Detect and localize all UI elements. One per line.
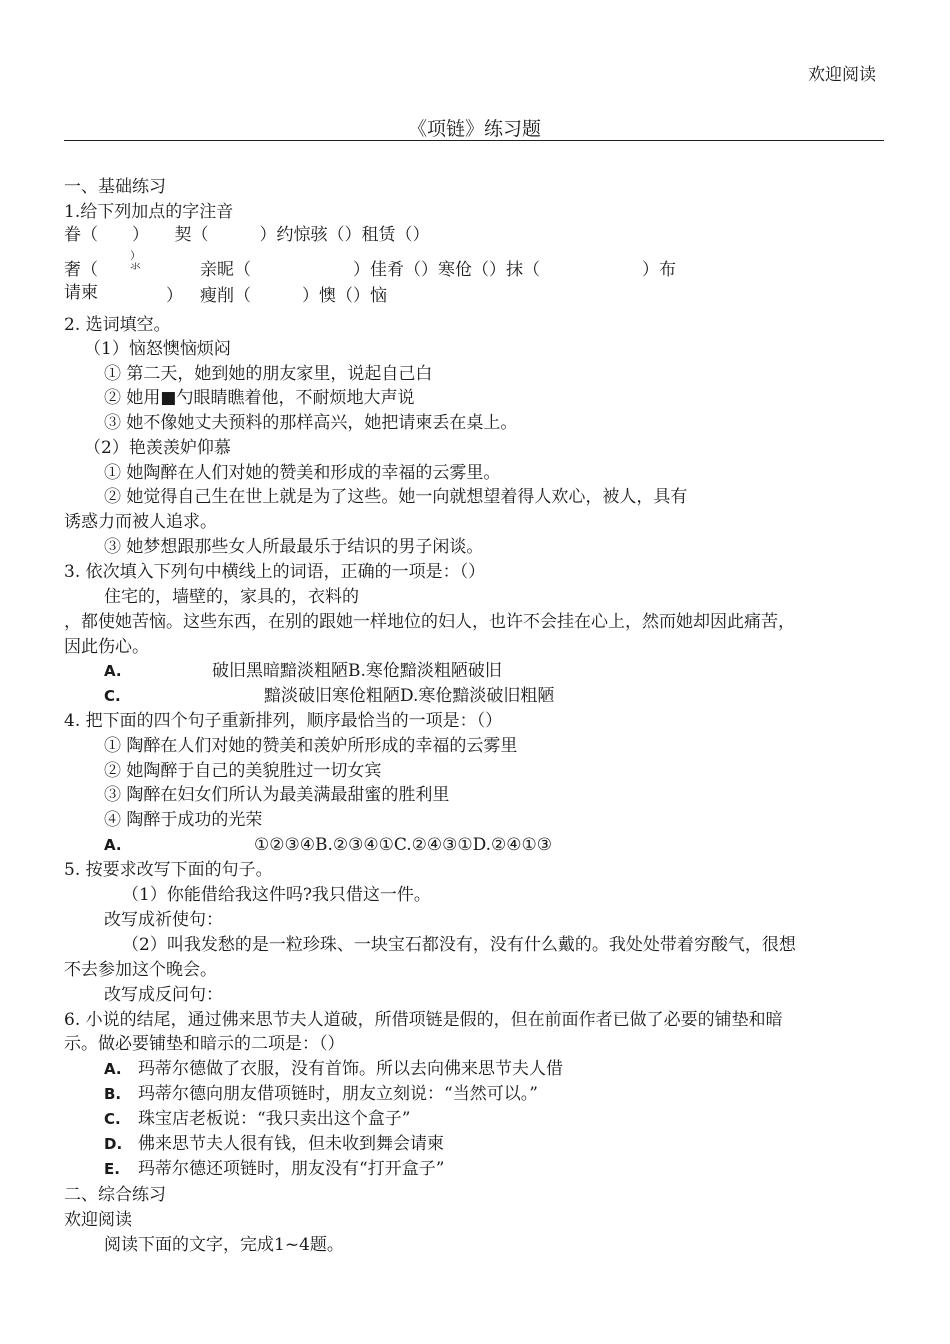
header-corner-text: 欢迎阅读 — [808, 65, 876, 85]
q1-row3-paren: ） — [166, 286, 183, 306]
q3-line: 住宅的，墙壁的，家具的，衣料的 — [104, 587, 359, 607]
q5-sentence: （2）叫我发愁的是一粒珍珠、一块宝石都没有，没有什么戴的。我处处带着穷酸气，很想 — [122, 935, 796, 955]
q3-option-label: C. — [104, 687, 121, 705]
q1-row3-rest: 瘦削（ ）懊（）恼 — [200, 286, 387, 306]
q1-row1: 眷（ ） 契（ ）约惊骇（）租赁（） — [64, 225, 430, 245]
q3-stem: 3. 依次填入下列句中横线上的词语，正确的一项是：（） — [64, 562, 486, 582]
q6-option-text: 玛蒂尔德还项链时，朋友没有“打开盒子” — [138, 1159, 445, 1179]
q6-option-label: E. — [104, 1160, 120, 1178]
q1-stem: 1.给下列加点的字注音 — [64, 202, 234, 222]
q2-stem: 2. 选词填空。 — [64, 315, 171, 335]
q2-g2-item: 诱惑力而被人追求。 — [64, 512, 217, 532]
q2-g2-item: ② 她觉得自己生在世上就是为了这些。她一向就想望着得人欢心，被人，具有 — [104, 487, 688, 507]
q3-line: 因此伤心。 — [64, 637, 149, 657]
q1-row2-rest: 亲昵（ ）佳肴（）寒伧（）抹（ ）布 — [200, 260, 676, 280]
q4-item: ③ 陶醉在妇女们所认为最美满最甜蜜的胜利里 — [104, 785, 450, 805]
section2-heading: 二、综合练习 — [64, 1185, 166, 1205]
q5-sentence: （1）你能借给我这件吗?我只借这一件。 — [122, 885, 431, 905]
q1-row2-start: 奢（ — [64, 260, 98, 280]
q3-option-label: A. — [104, 662, 122, 680]
q2-g1-item: ② 她用■勺眼睛瞧着他，不耐烦地大声说 — [104, 388, 415, 408]
q6-stem: 示。做必要铺垫和暗示的二项是：（） — [64, 1034, 345, 1054]
q2-g2-item: ③ 她梦想跟那些女人所最最乐于结识的男子闲谈。 — [104, 537, 484, 557]
welcome-text: 欢迎阅读 — [64, 1210, 132, 1230]
q6-option-label: B. — [104, 1085, 122, 1103]
q2-group1: （1）恼怒懊恼烦闷 — [84, 339, 231, 359]
q2-g1-item: ① 第二天，她到她的朋友家里，说起自己白 — [104, 364, 433, 384]
page-title: 《项链》练习题 — [408, 118, 542, 140]
q6-option-text: 玛蒂尔德做了衣服，没有首饰。所以去向佛来思节夫人借 — [138, 1059, 563, 1079]
q4-item: ② 她陶醉于自己的美貌胜过一切女宾 — [104, 761, 382, 781]
q6-option-text: 玛蒂尔德向朋友借项链时，朋友立刻说：“当然可以。” — [138, 1084, 538, 1104]
q2-g1-item: ③ 她不像她丈夫预料的那样高兴，她把请柬丢在桌上。 — [104, 413, 518, 433]
q3-option-text: 破旧黑暗黯淡粗陋B.寒伧黯淡粗陋破旧 — [212, 661, 502, 681]
q4-option-label: A. — [104, 836, 122, 854]
q4-item: ④ 陶醉于成功的光荣 — [104, 810, 263, 830]
q5-rewrite-label: 改写成反问句： — [104, 985, 223, 1005]
q1-row2-mark: ） 氺 — [130, 249, 141, 273]
q3-option-text: 黯淡破旧寒伧粗陋D.寒伧黯淡破旧粗陋 — [264, 686, 555, 706]
reading-instruction: 阅读下面的文字，完成1~4题。 — [104, 1235, 344, 1255]
q2-g2-item: ① 她陶醉在人们对她的赞美和形成的幸福的云雾里。 — [104, 463, 501, 483]
q5-sentence: 不去参加这个晚会。 — [64, 960, 217, 980]
q4-item: ① 陶醉在人们对她的赞美和羡妒所形成的幸福的云雾里 — [104, 736, 518, 756]
q6-option-label: A. — [104, 1060, 122, 1078]
q4-stem: 4. 把下面的四个句子重新排列，顺序最恰当的一项是：（） — [64, 711, 503, 731]
q2-group2: （2）艳羡羡妒仰慕 — [84, 438, 231, 458]
q3-line: ，都使她苦恼。这些东西，在别的跟她一样地位的妇人，也许不会挂在心上，然而她却因此痛苦， — [64, 612, 795, 632]
q1-row3-start: 请柬 — [64, 283, 98, 303]
section1-heading: 一、基础练习 — [64, 177, 166, 197]
q6-option-text: 佛来思节夫人很有钱，但未收到舞会请柬 — [138, 1134, 444, 1154]
q6-option-label: C. — [104, 1110, 121, 1128]
q4-option-text: ①②③④B.②③④①C.②④③①D.②④①③ — [254, 835, 552, 855]
q6-option-text: 珠宝店老板说：“我只卖出这个盒子” — [138, 1109, 411, 1129]
q5-stem: 5. 按要求改写下面的句子。 — [64, 860, 273, 880]
q6-stem: 6. 小说的结尾，通过佛来思节夫人道破，所借项链是假的，但在前面作者已做了必要的铺垫和暗 — [64, 1010, 783, 1030]
title-rule — [64, 140, 884, 141]
q6-option-label: D. — [104, 1135, 123, 1153]
q5-rewrite-label: 改写成祈使句： — [104, 910, 223, 930]
